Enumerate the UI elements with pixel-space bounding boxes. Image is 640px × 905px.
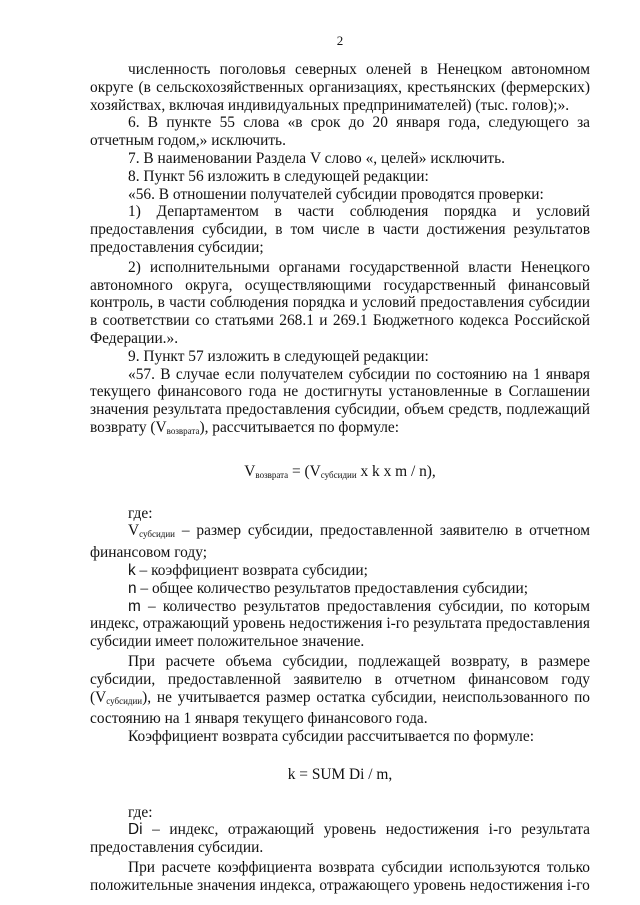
formula-refund-volume: $V_{возврата} = (V_{субсидии}$ x k x m / n), — [244, 462, 436, 480]
paragraph-clause-56-1: 1) Департаментом в части соблюдения порядка и условий предоставления субсидии, в том числе в части достижения результатов предоставления субсидии; — [90, 203, 590, 256]
definition-n: n – общее количество результатов предоставления субсидии; — [128, 579, 529, 597]
paragraph-clause-56-2: 2) исполнительными органами государственной власти Ненецкого автономного округа, осуществляющими государственный финансовый контроль, в части соблюдения порядка и условий предоставления субсидии в соответствии со статьями 268.1 и 269.1 Бюджетного кодекса Российской Федерации.». — [90, 258, 590, 347]
where-label-1: где: — [128, 504, 153, 522]
paragraph-reindeer-count: численность поголовья северных оленей в Ненецком автономном округе (в сельскохозяйственных организациях, крестьянских (фермерских) хозяйствах, включая индивидуальных предпринимателей) (тыс. голов);». — [90, 61, 590, 114]
paragraph-item-7: 7. В наименовании Раздела V слово «, целей» исключить. — [128, 149, 506, 167]
paragraph-item-6: 6. В пункте 55 слова «в срок до 20 января года, следующего за отчетным годом,» исключить. — [90, 114, 590, 150]
where-label-2: где: — [128, 803, 153, 821]
definition-di: Di – индекс, отражающий уровень недостижения i-го результата предоставления субсидии. — [90, 821, 590, 857]
paragraph-item-8: 8. Пункт 56 изложить в следующей редакции: — [128, 167, 429, 185]
paragraph-subsidy-remainder: При расчете объема субсидии, подлежащей возврату, в размере субсидии, предоставленной заявителю в отчетном финансовом году $(V_{субсидии})$, не учитывается размер остатка субсидии, неиспользованного по состоянию на 1 января текущего финансового года. — [90, 652, 590, 728]
paragraph-clause-57: «57. В случае если получателем субсидии по состоянию на 1 января текущего финансового года не достигнуты установленные в Соглашении значения результата предоставления субсидии, объем средств, подлежащий возврату $(V_{возврата})$, рассчитывается по формуле: — [90, 365, 590, 436]
definition-k: k – коэффициент возврата субсидии; — [128, 561, 368, 579]
document-body — [90, 61, 590, 895]
formula-coefficient: k = SUM Di / m, — [287, 765, 393, 783]
paragraph-coefficient-intro: Коэффициент возврата субсидии рассчитывается по формуле: — [128, 728, 534, 746]
paragraph-item-9: 9. Пункт 57 изложить в следующей редакции: — [128, 347, 429, 365]
definition-m: m – количество результатов предоставления субсидии, по которым индекс, отражающий уровень недостижения i-го результата предоставления субсидии имеет положительное значение. — [90, 597, 590, 651]
definition-v-subsidy: $V_{субсидии}$ – размер субсидии, предоставленной заявителю в отчетном финансовом году; — [90, 522, 590, 562]
paragraph-positive-values: При расчете коэффициента возврата субсидии используются только положительные значения индекса, отражающего уровень недостижения i-го — [90, 859, 590, 894]
paragraph-clause-56: «56. В отношении получателей субсидии проводятся проверки: — [128, 185, 544, 203]
page-number: 2 — [336, 33, 344, 48]
